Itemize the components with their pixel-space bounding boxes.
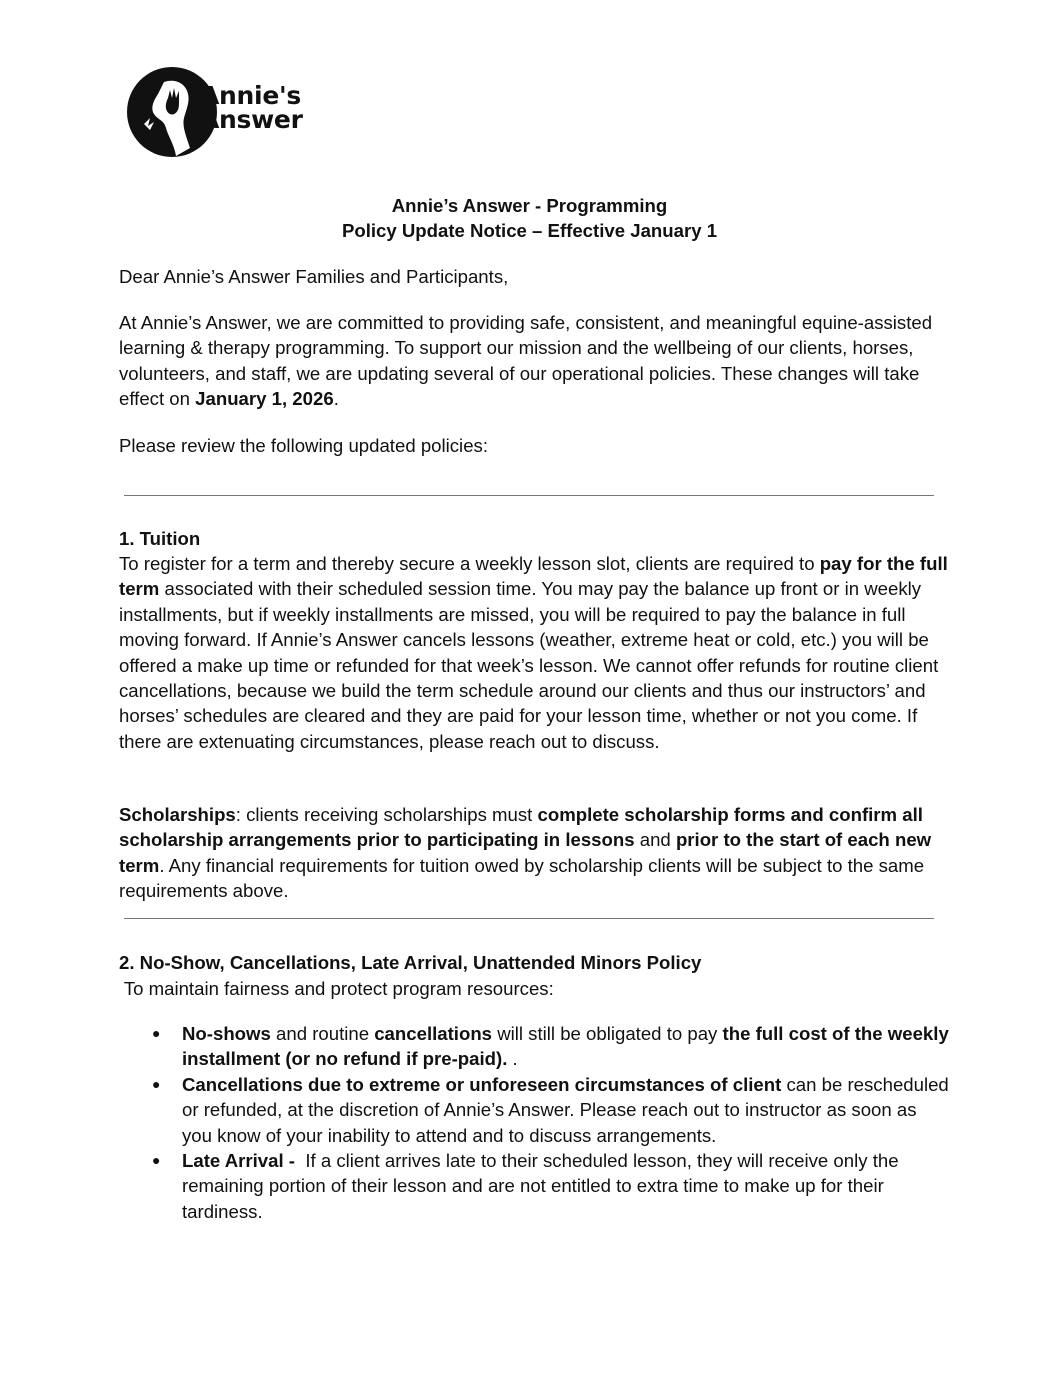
tuition-text-c: associated with their scheduled session time. You may pay the balance up front or in weekly installments, but if weekly installments are missed, you will be required to pay the balance in full moving forward. If Annie’s Answer cancels lessons (weather, extreme heat or cold, etc.) you will be offered a make up time or refunded for that week’s lesson. We cannot offer refunds for routine client cancellations, because we build the term schedule around our clients and thus our instructors’ and horses’ schedules are cleared and they are paid for your lesson time, whether or not you come. If there are extenuating circumstances, please reach out to discuss. [119,578,939,752]
list-item [119,1148,949,1224]
scholarships-text-b: complete scholarship forms and confirm all scholarship arrangements prior to participating in lessons [119,804,923,851]
bullet-3-text-a: Late Arrival - [182,1150,301,1172]
effective-date: January 1, 2026 [195,388,334,410]
document-subtitle: Policy Update Notice – Effective January 1 [341,220,718,241]
bullet-3-text-b: If a client arrives late to their scheduled lesson, they will receive only the remaining portion of their lesson and are not entitled to extra time to make up for their tardiness. [182,1150,899,1222]
bullet-icon: ● [152,1075,161,1092]
tuition-paragraph [119,551,949,754]
logo [124,64,334,164]
bullet-1-text-b: and routine [270,1023,375,1044]
section-1-heading: 1. Tuition [119,528,201,549]
bullet-icon: ● [152,1152,161,1169]
intro-end: . [333,388,339,410]
document-title: Annie’s Answer - Programming [391,195,668,216]
scholarships-text-c: and [634,829,676,851]
greeting: Dear Annie’s Answer Families and Participants, [119,266,509,287]
list-item [119,1021,949,1072]
logo-line-1: Annie's [200,81,301,110]
scholarships-text-e: . Any financial requirements for tuition owed by scholarship clients will be subject to the same requirements above. [119,854,925,902]
bullet-1-text-c: cancellations [374,1023,493,1044]
intro-paragraph [119,310,949,412]
bullet-icon: ● [152,1025,161,1041]
bullet-1-text-a: No-shows [182,1023,271,1044]
logo-wordmark [200,81,303,134]
section-2-heading: 2. No-Show, Cancellations, Late Arrival, Unattended Minors Policy [119,952,702,973]
tuition-text-a: To register for a term and thereby secure a weekly lesson slot, clients are required to [119,553,820,574]
bullet-1-text-f: . [507,1048,518,1070]
intro-text: At Annie’s Answer, we are committed to providing safe, consistent, and meaningful equine-assisted learning & therapy programming. To support our mission and the wellbeing of our clients, horses, volunteers, and staff, we are updating several of our operational policies. These changes will take effect on [119,312,933,410]
divider [124,918,934,919]
bullet-2-text-b: can be rescheduled or refunded, at the discretion of Annie’s Answer. Please reach out to instructor as soon as you know of your inability to attend and to discuss arrangements. [182,1073,949,1146]
bullet-2-text-a: Cancellations due to extreme or unforeseen circumstances of client [182,1073,782,1095]
bullet-1-text-e: the full cost of the weekly installment (or no refund if pre-paid). [182,1023,949,1070]
tuition-text-bold: pay for the full term [119,553,948,600]
scholarships-paragraph [119,802,949,904]
logo-line-2: Answer [200,105,303,134]
bullet-1-text-d: will still be obligated to pay [492,1023,723,1044]
list-item [119,1072,949,1148]
scholarships-label: Scholarships [119,804,236,825]
scholarships-text-a: : clients receiving scholarships must [235,804,538,825]
divider [124,495,934,496]
scholarships-text-d: prior to the start of each new term [119,829,932,876]
review-line: Please review the following updated policies: [119,435,488,456]
section-2-intro: To maintain fairness and protect program resources: [119,978,554,999]
policy-bullet-list [119,1021,949,1224]
